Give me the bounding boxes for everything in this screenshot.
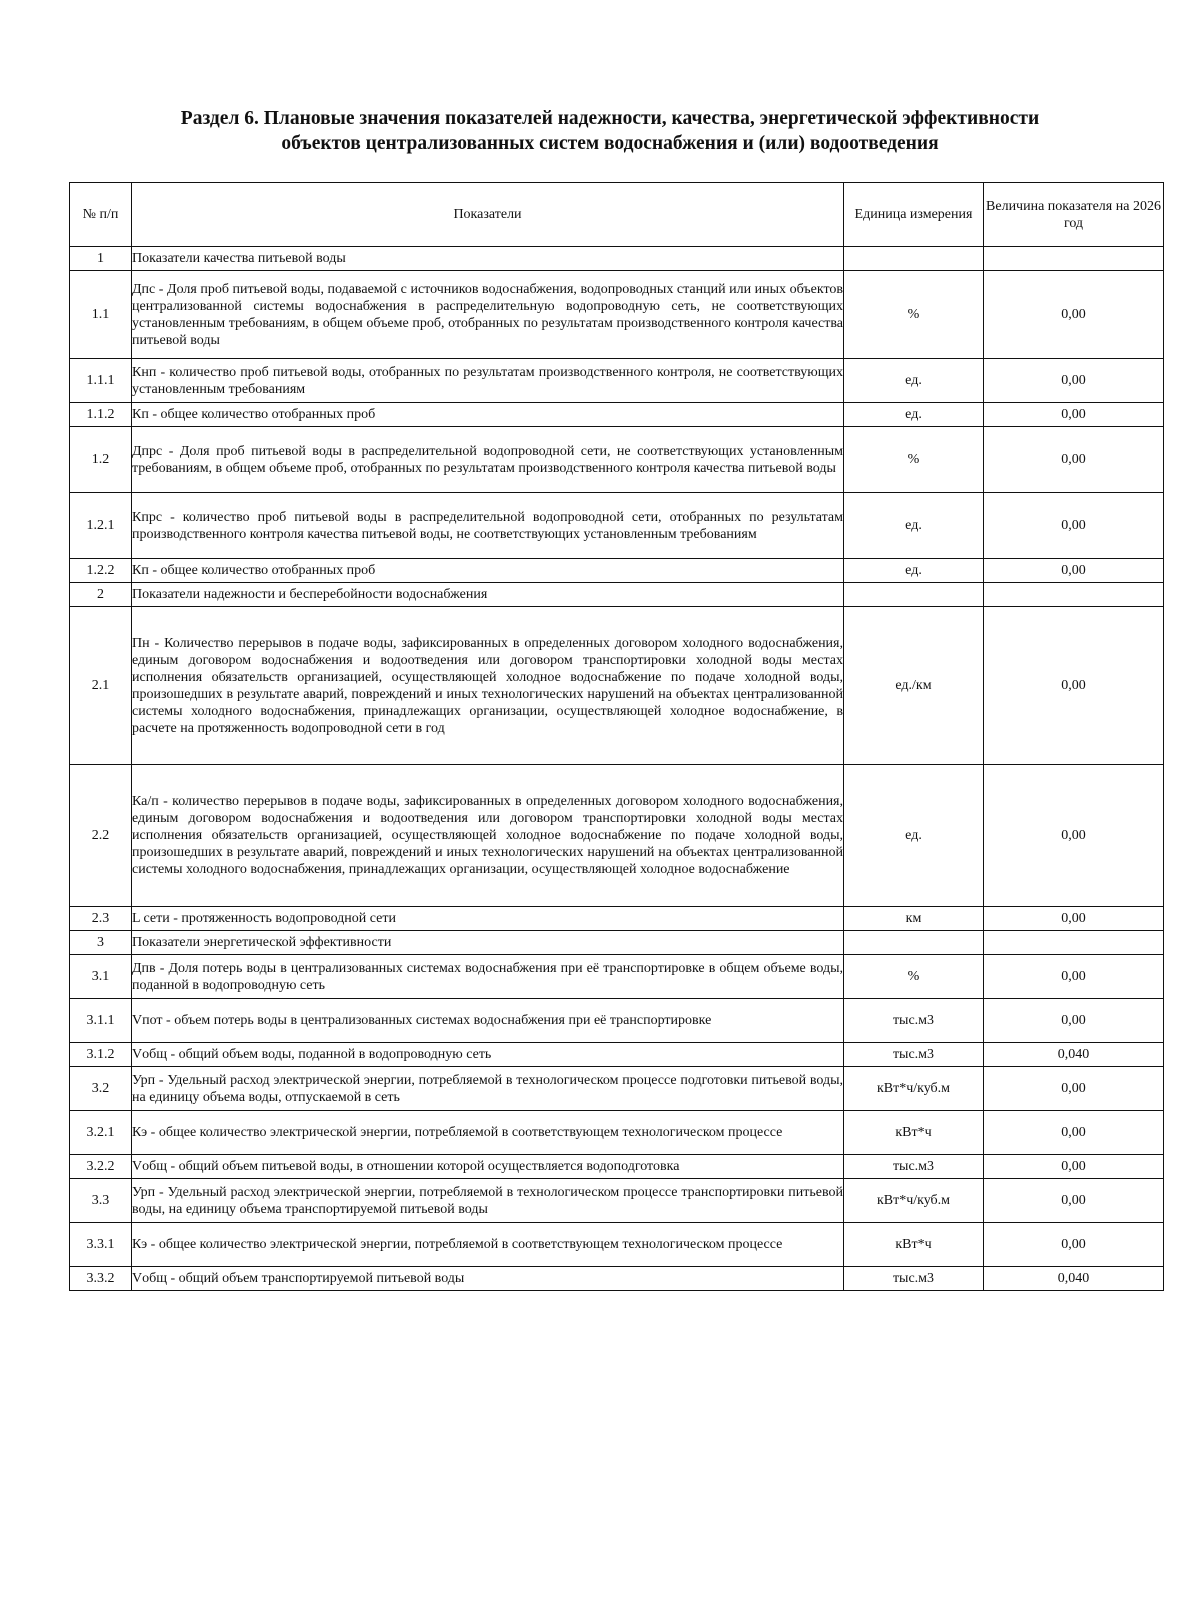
row-indicator: Кнп - количество проб питьевой воды, отобранных по результатам производственного контроля, не соответствующих установленным требованиям [132, 359, 844, 403]
table-row [70, 907, 1164, 931]
row-value: 0,040 [984, 1043, 1164, 1067]
row-value: 0,00 [984, 1067, 1164, 1111]
row-unit: ед./км [844, 607, 984, 765]
table-row [70, 1043, 1164, 1067]
row-indicator: Ка/п - количество перерывов в подаче воды, зафиксированных в определенных договором холодного водоснабжения, единым договором водоснабжения и водоотведения или договором транспортировки холодной воды местах исполнения обязательств организацией, осуществляющей холодное водоснабжение по подаче холодной воды, произошедших в результате аварий, повреждений и иных технологических нарушений на объектах централизованной системы холодного водоснабжения, принадлежащих организации, осуществляющей холодное водоснабжение [132, 765, 844, 907]
row-unit: тыс.м3 [844, 1267, 984, 1291]
row-num: 1.1.1 [70, 359, 132, 403]
table-row [70, 765, 1164, 907]
row-num: 3 [70, 931, 132, 955]
table-row [70, 1155, 1164, 1179]
row-unit: кВт*ч/куб.м [844, 1179, 984, 1223]
table-row [70, 403, 1164, 427]
row-value: 0,040 [984, 1267, 1164, 1291]
row-num: 3.3.1 [70, 1223, 132, 1267]
row-num: 1.1.2 [70, 403, 132, 427]
row-indicator: Vобщ - общий объем транспортируемой питьевой воды [132, 1267, 844, 1291]
row-num: 3.2 [70, 1067, 132, 1111]
row-indicator: Дпрс - Доля проб питьевой воды в распределительной водопроводной сети, не соответствующих установленным требованиям, в общем объеме проб, отобранных по результатам производственного контроля качества питьевой воды [132, 427, 844, 493]
table-row [70, 271, 1164, 359]
row-unit: км [844, 907, 984, 931]
indicators-table [69, 182, 1164, 1291]
row-unit: % [844, 427, 984, 493]
row-indicator: Кп - общее количество отобранных проб [132, 559, 844, 583]
row-indicator: Показатели энергетической эффективности [132, 931, 844, 955]
table-row [70, 559, 1164, 583]
table-row [70, 583, 1164, 607]
header-value: Величина показателя на 2026 год [984, 183, 1164, 247]
row-num: 3.1.2 [70, 1043, 132, 1067]
row-value: 0,00 [984, 559, 1164, 583]
table-row [70, 427, 1164, 493]
table-row [70, 931, 1164, 955]
row-value [984, 583, 1164, 607]
row-value: 0,00 [984, 271, 1164, 359]
table-row [70, 247, 1164, 271]
row-value: 0,00 [984, 493, 1164, 559]
row-num: 3.1.1 [70, 999, 132, 1043]
row-num: 1.2.1 [70, 493, 132, 559]
row-unit: кВт*ч [844, 1111, 984, 1155]
row-num: 3.2.2 [70, 1155, 132, 1179]
table-row [70, 1223, 1164, 1267]
row-unit [844, 583, 984, 607]
row-unit: ед. [844, 359, 984, 403]
row-indicator: Урп - Удельный расход электрической энергии, потребляемой в технологическом процессе транспортировки питьевой воды, на единицу объема транспортируемой питьевой воды [132, 1179, 844, 1223]
row-value: 0,00 [984, 907, 1164, 931]
table-row [70, 1067, 1164, 1111]
row-value: 0,00 [984, 607, 1164, 765]
row-num: 1 [70, 247, 132, 271]
table-row [70, 999, 1164, 1043]
row-indicator: Урп - Удельный расход электрической энергии, потребляемой в технологическом процессе подготовки питьевой воды, на единицу объема воды, отпускаемой в сеть [132, 1067, 844, 1111]
row-num: 2.3 [70, 907, 132, 931]
row-indicator: Кэ - общее количество электрической энергии, потребляемой в соответствующем технологическом процессе [132, 1111, 844, 1155]
table-row [70, 1267, 1164, 1291]
row-indicator: Кп - общее количество отобранных проб [132, 403, 844, 427]
row-unit: кВт*ч/куб.м [844, 1067, 984, 1111]
row-unit: ед. [844, 493, 984, 559]
row-unit: ед. [844, 765, 984, 907]
table-row [70, 955, 1164, 999]
row-indicator: Показатели качества питьевой воды [132, 247, 844, 271]
row-unit: ед. [844, 559, 984, 583]
row-indicator: Vпот - объем потерь воды в централизованных системах водоснабжения при её транспортировке [132, 999, 844, 1043]
header-indicator: Показатели [132, 183, 844, 247]
row-value: 0,00 [984, 1179, 1164, 1223]
row-indicator: Пн - Количество перерывов в подаче воды, зафиксированных в определенных договором холодного водоснабжения, единым договором водоснабжения и водоотведения или договором транспортировки холодной воды местах исполнения обязательств организацией, осуществляющей холодное водоснабжение по подаче холодной воды, произошедших в результате аварий, повреждений и иных технологических нарушений на объектах централизованной системы холодного водоснабжения, принадлежащих организации, осуществляющей холодное водоснабжение, в расчете на протяженность водопроводной сети в год [132, 607, 844, 765]
row-indicator: Кэ - общее количество электрической энергии, потребляемой в соответствующем технологическом процессе [132, 1223, 844, 1267]
row-value: 0,00 [984, 999, 1164, 1043]
row-unit: % [844, 955, 984, 999]
row-num: 2.2 [70, 765, 132, 907]
table-row [70, 1179, 1164, 1223]
row-value: 0,00 [984, 955, 1164, 999]
row-num: 1.2 [70, 427, 132, 493]
row-num: 3.3 [70, 1179, 132, 1223]
row-num: 3.2.1 [70, 1111, 132, 1155]
row-num: 2 [70, 583, 132, 607]
row-value: 0,00 [984, 403, 1164, 427]
row-indicator: Дпс - Доля проб питьевой воды, подаваемой с источников водоснабжения, водопроводных станций или иных объектов централизованной системы водоснабжения в распределительную водопроводную сеть, не соответствующих установленным требованиям, в общем объеме проб, отобранных по результатам производственного контроля качества питьевой воды [132, 271, 844, 359]
table-row [70, 359, 1164, 403]
row-unit [844, 247, 984, 271]
section-title-line-2: объектов централизованных систем водоснабжения и (или) водоотведения [281, 133, 939, 154]
row-value: 0,00 [984, 427, 1164, 493]
row-unit: кВт*ч [844, 1223, 984, 1267]
section-title [60, 106, 1160, 156]
row-num: 1.2.2 [70, 559, 132, 583]
header-unit: Единица измерения [844, 183, 984, 247]
row-num: 1.1 [70, 271, 132, 359]
row-value: 0,00 [984, 1223, 1164, 1267]
table-body [70, 247, 1164, 1291]
row-indicator: L сети - протяженность водопроводной сети [132, 907, 844, 931]
row-value: 0,00 [984, 1111, 1164, 1155]
row-unit: % [844, 271, 984, 359]
row-unit [844, 931, 984, 955]
table-row [70, 493, 1164, 559]
header-num: № п/п [70, 183, 132, 247]
row-value: 0,00 [984, 359, 1164, 403]
row-indicator: Дпв - Доля потерь воды в централизованных системах водоснабжения при её транспортировке в общем объеме воды, поданной в водопроводную сеть [132, 955, 844, 999]
row-value: 0,00 [984, 1155, 1164, 1179]
row-indicator: Vобщ - общий объем питьевой воды, в отношении которой осуществляется водоподготовка [132, 1155, 844, 1179]
table-row [70, 1111, 1164, 1155]
row-value [984, 931, 1164, 955]
row-unit: ед. [844, 403, 984, 427]
row-value: 0,00 [984, 765, 1164, 907]
section-title-line-1: Раздел 6. Плановые значения показателей надежности, качества, энергетической эффективности [180, 108, 1040, 129]
row-unit: тыс.м3 [844, 999, 984, 1043]
row-indicator: Показатели надежности и бесперебойности водоснабжения [132, 583, 844, 607]
row-indicator: Кпрс - количество проб питьевой воды в распределительной водопроводной сети, отобранных по результатам производственного контроля качества питьевой воды, не соответствующих установленным требованиям [132, 493, 844, 559]
row-num: 2.1 [70, 607, 132, 765]
row-unit: тыс.м3 [844, 1043, 984, 1067]
row-value [984, 247, 1164, 271]
row-indicator: Vобщ - общий объем воды, поданной в водопроводную сеть [132, 1043, 844, 1067]
row-unit: тыс.м3 [844, 1155, 984, 1179]
table-row [70, 607, 1164, 765]
row-num: 3.3.2 [70, 1267, 132, 1291]
row-num: 3.1 [70, 955, 132, 999]
table-header-row [70, 183, 1164, 247]
